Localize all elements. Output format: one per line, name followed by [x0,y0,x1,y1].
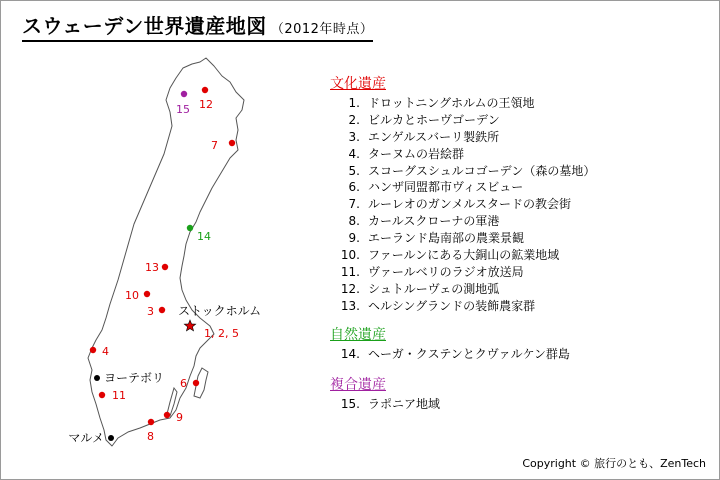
site-list-item [338,346,570,363]
section-header-cultural: 文化遺産 [330,76,386,92]
site-list-mixed [338,396,440,413]
site-list-item [338,146,595,163]
site-number: 14. [340,347,360,361]
heritage-site-marker [90,347,96,353]
city-label: マルメ [68,431,104,445]
site-list-item [338,298,595,315]
heritage-site-marker [148,419,154,425]
site-number: 13. [340,298,360,313]
site-list-item [338,112,595,129]
city-marker [108,435,114,441]
site-number: 10. [340,248,360,263]
section-header-natural: 自然遺産 [330,327,386,343]
heritage-site-marker [162,264,168,270]
marker-label: 12 [199,98,213,111]
heritage-site-marker [99,392,105,398]
heritage-site-marker [193,380,199,386]
site-name: ハンザ同盟都市ヴィスビュー [368,180,524,195]
site-name: ヴァールベリのラジオ放送局 [368,264,524,279]
site-name: スコーグスシュルコゴーデン（森の墓地） [368,163,596,178]
site-name: ヘーガ・クステンとクヴァルケン群島 [368,347,570,361]
site-list-item [338,129,595,146]
site-number: 8. [348,214,360,229]
site-name: ドロットニングホルムの王領地 [368,96,535,110]
site-list-item [338,264,595,281]
page-subtitle: （2012年時点） [270,22,374,37]
site-number: 9. [348,231,360,246]
marker-label: 14 [197,230,211,243]
heritage-site-marker [164,412,170,418]
site-name: ルーレオのガンメルスタードの教会街 [368,197,572,212]
site-name: エンゲルスバーリ製鉄所 [368,129,500,144]
site-list-item [338,196,595,213]
site-number: 3. [348,129,360,144]
site-number: 1. [348,96,360,110]
site-list-item [338,281,595,298]
heritage-site-marker [144,291,150,297]
city-label: ストックホルム [178,304,262,318]
site-number: 11. [340,264,360,279]
heritage-site-marker [202,87,208,93]
heritage-site-marker [181,91,187,97]
site-number: 7. [348,197,360,212]
sweden-mainland [88,58,244,446]
site-list-natural [338,346,570,363]
marker-label: 6 [180,377,187,390]
copyright-text: Copyright © 旅行のとも、ZenTech [522,457,706,470]
site-name: エーランド島南部の農業景観 [368,231,525,246]
site-name: ターヌムの岩絵群 [368,146,465,161]
site-list-item [338,213,595,230]
marker-label: 9 [176,411,183,424]
site-list-item [338,247,595,264]
site-name: ヘルシングランドの装飾農家群 [368,298,536,313]
marker-label: 11 [112,389,126,402]
marker-label: 10 [125,289,139,302]
site-name: ファールンにある大銅山の鉱業地域 [368,248,560,263]
marker-label: 1, 2, 5 [204,327,239,340]
site-number: 2. [348,112,360,127]
site-list-item [338,230,595,247]
section-header-mixed: 複合遺産 [330,377,386,393]
marker-label: 4 [102,345,109,358]
marker-label: 13 [145,261,159,274]
city-label: ヨーテボリ [104,371,165,385]
marker-label: 3 [147,305,154,318]
site-list-item [338,95,595,112]
site-list-item [338,163,595,180]
marker-label: 8 [147,430,154,443]
heritage-site-marker [159,307,165,313]
heritage-site-marker [229,140,235,146]
site-number: 12. [340,281,360,296]
site-list-cultural [338,95,595,315]
site-name: シュトルーヴェの測地弧 [368,281,500,296]
site-number: 5. [348,163,360,178]
site-number: 4. [348,146,360,161]
site-name: ビルカとホーヴゴーデン [368,112,500,127]
site-name: ラポニア地域 [368,397,441,411]
city-marker [94,375,100,381]
site-number: 6. [348,180,360,195]
site-list-item [338,179,595,196]
site-list-item [338,396,440,413]
heritage-site-marker [187,225,193,231]
marker-label: 15 [176,103,190,116]
page-title: スウェーデン世界遺産地図 （2012年時点） [22,10,373,42]
marker-label: 7 [211,139,218,152]
site-name: カールスクローナの軍港 [368,214,500,229]
site-number: 15. [340,397,360,411]
